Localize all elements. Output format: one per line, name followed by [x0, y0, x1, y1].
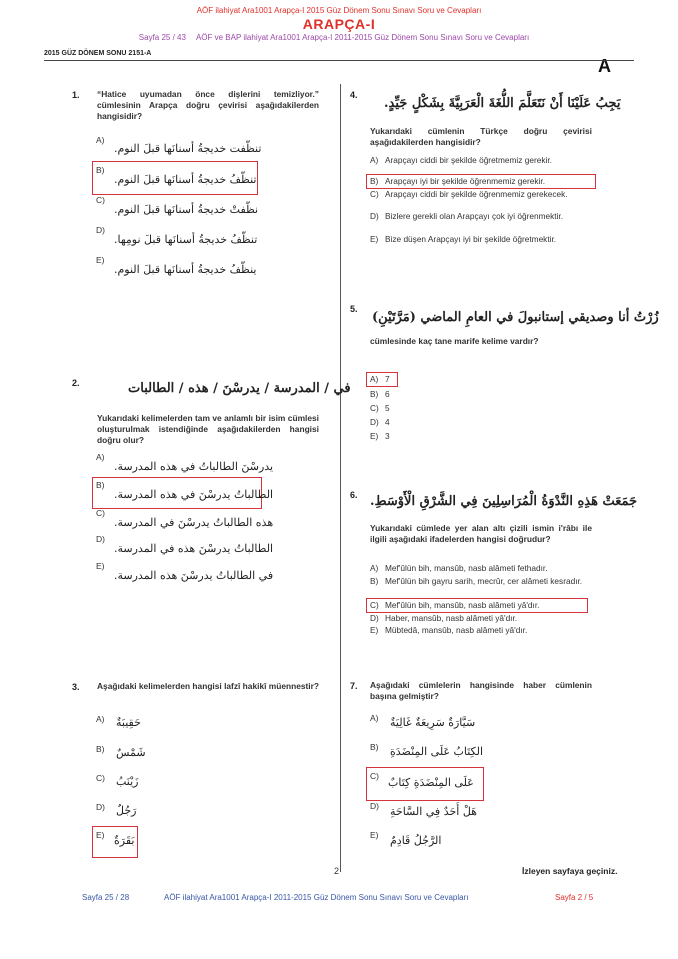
q5-option-e-letter[interactable]: E) — [370, 431, 379, 441]
q1-option-e-text: ينظّفُ خديجةُ أسنانَها قبلَ النوم. — [114, 263, 257, 276]
q3-option-d-letter[interactable]: D) — [96, 802, 105, 812]
exam-code: 2015 GÜZ DÖNEM SONU 2151-A — [44, 50, 152, 57]
q2-option-d-text: الطالباتُ يدرسْنَ هذه في المدرسة. — [114, 542, 274, 555]
q6-option-d-letter[interactable]: D) — [370, 613, 379, 623]
q3-number: 3. — [72, 682, 80, 692]
q4-option-d-text: Bizlere gerekli olan Arapçayı çok iyi öğrenmektir. — [385, 211, 564, 221]
footer-title: AÖF ilahiyat Ara1001 Arapça-I 2011-2015 Güz Dönem Sonu Sınavı Soru ve Cevapları — [164, 893, 469, 902]
q3-option-e-text: بَقَرَةٌ — [114, 834, 135, 847]
q5-option-b-letter[interactable]: B) — [370, 389, 379, 399]
q3-option-c-text: زَيْنَبُ — [116, 775, 139, 788]
q4-option-a-letter[interactable]: A) — [370, 155, 379, 165]
q7-option-e-letter[interactable]: E) — [370, 830, 379, 840]
q2-option-b-letter[interactable]: B) — [96, 480, 105, 490]
document-title: ARAPÇA-I — [302, 16, 376, 32]
q7-option-d-text: هَلْ أَحَدٌ فِي السَّاحَةِ — [390, 805, 477, 818]
q1-option-a-text: تنظّفت خديجةُ أسنانَها قبلَ النوم. — [114, 142, 262, 155]
q7-option-b-letter[interactable]: B) — [370, 742, 379, 752]
q7-text: Aşağıdaki cümlelerin hangisinde haber cümlenin başına gelmiştir? — [370, 680, 592, 701]
q1-option-a-letter[interactable]: A) — [96, 135, 105, 145]
q6-option-b-text: Mef'ûlün bih gayru sarih, mecrûr, cer alâmeti kesradır. — [385, 576, 583, 586]
q5-option-a-text: 7 — [385, 374, 390, 384]
q5-option-a-letter[interactable]: A) — [370, 374, 379, 384]
q2-option-d-letter[interactable]: D) — [96, 534, 105, 544]
q1-option-c-letter[interactable]: C) — [96, 195, 105, 205]
q7-option-b-text: الكِتَابُ عَلَى المِنْضَدَةِ — [390, 745, 484, 758]
footer-page-left: Sayfa 25 / 28 — [82, 893, 130, 902]
q1-number: 1. — [72, 90, 80, 100]
q5-number: 5. — [350, 304, 358, 314]
header-line-3 — [0, 33, 678, 42]
q2-option-e-text: في الطالباتُ يدرسْنَ هذه المدرسة. — [114, 569, 274, 582]
q1-option-c-text: نظّفتْ خديجةُ أسنانَها قبلَ النوم. — [114, 203, 259, 216]
q5-option-b-text: 6 — [385, 389, 390, 399]
q6-option-e-text: Mübtedâ, mansûb, nasb alâmeti yâ'dır. — [385, 625, 528, 635]
q2-option-a-letter[interactable]: A) — [96, 452, 105, 462]
q6-option-c-text: Mef'ûlün bih, mansûb, nasb alâmeti yâ'dır. — [385, 600, 540, 610]
page-number: 2 — [334, 866, 340, 876]
q4-number: 4. — [350, 90, 358, 100]
q6-option-b-letter[interactable]: B) — [370, 576, 379, 586]
booklet-letter: A — [598, 56, 611, 76]
q5-option-c-letter[interactable]: C) — [370, 403, 379, 413]
q1-option-b-letter[interactable]: B) — [96, 165, 105, 175]
q5-option-e-text: 3 — [385, 431, 390, 441]
q7-option-a-text: سَيَّارَةٌ سَرِيعَةٌ غَالِيَةٌ — [390, 716, 476, 729]
q4-option-b-letter[interactable]: B) — [370, 176, 379, 186]
q6-option-c-letter[interactable]: C) — [370, 600, 379, 610]
q5-option-c-text: 5 — [385, 403, 390, 413]
q1-option-b-text: تنظّفُ خديجةُ أسنانَها قبلَ النوم. — [114, 173, 257, 186]
q6-option-d-text: Haber, mansûb, nasb alâmeti yâ'dır. — [385, 613, 518, 623]
q3-option-d-text: رَجُلٌ — [116, 804, 137, 817]
header-line-1: AÖF ilahiyat Ara1001 Arapça-I 2015 Güz Dönem Sonu Sınavı Soru ve Cevapları — [196, 6, 482, 15]
q4-option-c-letter[interactable]: C) — [370, 189, 379, 199]
q3-option-a-text: حَقِيبَةٌ — [116, 716, 141, 729]
q2-words: في / المدرسة / يدرسْنَ / هذه / الطالبات — [128, 381, 351, 396]
q5-option-d-letter[interactable]: D) — [370, 417, 379, 427]
q4-option-e-letter[interactable]: E) — [370, 234, 379, 244]
q7-option-d-letter[interactable]: D) — [370, 801, 379, 811]
q2-text: Yukarıdaki kelimelerden tam ve anlamlı bir isim cümlesi oluşturulmak istendiğinde aşağıdakilerden hangisi doğru olur? — [97, 413, 319, 445]
q4-option-d-letter[interactable]: D) — [370, 211, 379, 221]
q1-text: “Hatice uyumadan önce dişlerini temizliyor.” cümlesinin Arapça doğru çevirisi aşağıdakilerden hangisidir? — [97, 89, 319, 121]
page-indicator: Sayfa 25 / 43 — [138, 33, 186, 42]
q2-option-b-text: الطالباتُ يدرسْنَ في هذه المدرسة. — [114, 488, 274, 501]
q7-option-c-text: عَلَى المِنْضَدَةِ كِتَابٌ — [388, 776, 474, 789]
q2-option-c-text: هذه الطالباتُ يدرسْنَ في المدرسة. — [114, 516, 274, 529]
q6-option-a-letter[interactable]: A) — [370, 563, 379, 573]
q3-option-c-letter[interactable]: C) — [96, 773, 105, 783]
q4-option-c-text: Arapçayı ciddi bir şekilde öğrenmemiz gerekecek. — [385, 189, 568, 199]
q4-sentence: يَجِبُ عَلَيْنَا أَنْ نَتَعَلَّمَ اللُّغَةَ الْعَرَبِيَّةَ بِشَكْلٍ جَيِّدٍ. — [384, 96, 621, 111]
q6-number: 6. — [350, 490, 358, 500]
q6-sentence: جَمَعَتْ هَذِهِ النَّدْوَةُ الْمُرَاسِلِينَ فِي الشَّرْقِ الْأَوْسَطِ. — [370, 494, 638, 509]
column-divider — [340, 84, 341, 872]
q3-option-e-letter[interactable]: E) — [96, 830, 105, 840]
header-divider — [44, 60, 634, 61]
q5-sentence: زُرْتُ أنا وصديقي إستانبولَ في العامِ الماضي (مَرَّتَيْنِ) — [372, 310, 659, 325]
q4-text: Yukarıdaki cümlenin Türkçe doğru çevirisi aşağıdakilerden hangisidir? — [370, 126, 592, 147]
q5-option-d-text: 4 — [385, 417, 390, 427]
q2-number: 2. — [72, 378, 80, 388]
q6-option-e-letter[interactable]: E) — [370, 625, 379, 635]
q6-option-a-text: Mef'ûlün bih, mansûb, nasb alâmeti fethadır. — [385, 563, 548, 573]
q4-option-a-text: Arapçayı ciddi bir şekilde öğretmemiz gerekir. — [385, 155, 552, 165]
q2-option-e-letter[interactable]: E) — [96, 561, 105, 571]
footer-page-right: Sayfa 2 / 5 — [555, 893, 594, 902]
header-subtitle: AÖF ve BAP ilahiyat Ara1001 Arapça-I 2011-2015 Güz Dönem Sonu Sınavı Soru ve Cevapları — [195, 33, 530, 42]
q7-number: 7. — [350, 681, 358, 691]
q3-option-a-letter[interactable]: A) — [96, 714, 105, 724]
q3-text: Aşağıdaki kelimelerden hangisi lafzî hakikî müennestir? — [97, 681, 320, 691]
q3-option-b-text: شَمْسٌ — [116, 746, 146, 759]
next-page-note: İzleyen sayfaya geçiniz. — [522, 866, 618, 876]
q7-option-c-letter[interactable]: C) — [370, 771, 379, 781]
q2-option-c-letter[interactable]: C) — [96, 508, 105, 518]
q6-text: Yukarıdaki cümlede yer alan altı çizili ismin i'râbı ile ilgili aşağıdaki ifadelerden hangisi doğrudur? — [370, 523, 592, 544]
q3-option-b-letter[interactable]: B) — [96, 744, 105, 754]
q5-text: cümlesinde kaç tane marife kelime vardır? — [370, 336, 539, 346]
q7-option-a-letter[interactable]: A) — [370, 713, 379, 723]
q1-option-d-letter[interactable]: D) — [96, 225, 105, 235]
q4-option-e-text: Bize düşen Arapçayı iyi bir şekilde öğretmektir. — [385, 234, 557, 244]
q4-option-b-text: Arapçayı iyi bir şekilde öğrenmemiz gerekir. — [385, 176, 546, 186]
q1-option-d-text: تنظّفُ خديجةُ أسنانَها قبلَ نومِها. — [114, 233, 258, 246]
q7-option-e-text: الرَّجُلُ قَادِمٌ — [390, 834, 442, 847]
q2-option-a-text: يدرسْنَ الطالباتُ في هذه المدرسة. — [114, 460, 274, 473]
q1-option-e-letter[interactable]: E) — [96, 255, 105, 265]
